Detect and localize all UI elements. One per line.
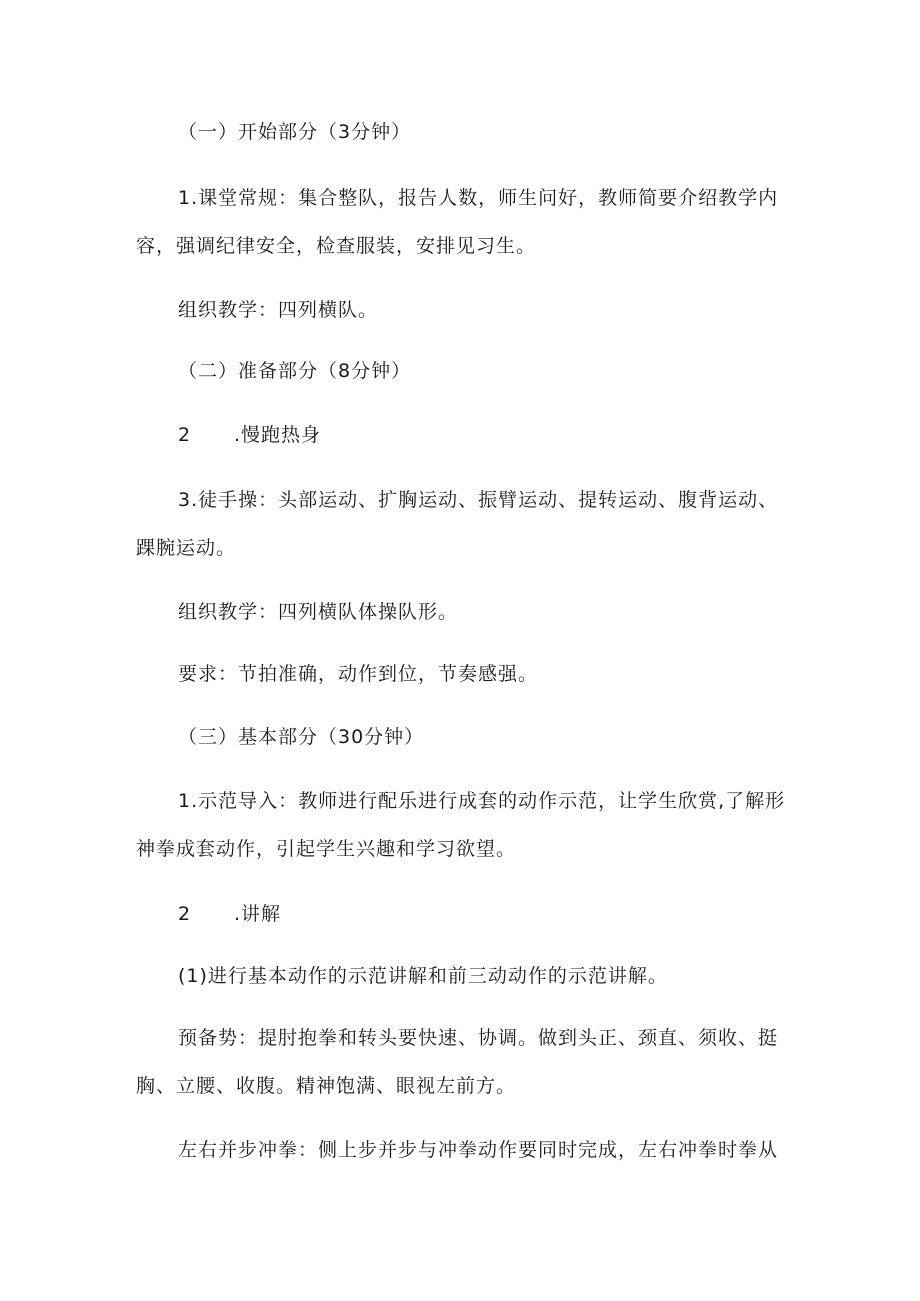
paragraph-basic-moves: (1)进行基本动作的示范讲解和前三动动作的示范讲解。 (178, 965, 668, 987)
paragraph-organization-1: 组织教学：四列横队。 (178, 299, 379, 321)
paragraph-jogging: 2 .慢跑热身 (136, 411, 786, 459)
section-heading-start: （一）开始部分（3分钟） (178, 121, 412, 143)
list-number: 2 (178, 903, 192, 925)
section-heading-preparation: （二）准备部分（8分钟） (178, 360, 412, 382)
paragraph-explanation: 2 .讲解 (136, 890, 786, 938)
paragraph-requirements: 要求：节拍准确，动作到位，节奏感强。 (178, 663, 539, 685)
paragraph-organization-2: 组织教学：四列横队体操队形。 (178, 601, 459, 623)
paragraph-ready-stance: 预备势：提肘抱拳和转头要快速、协调。做到头正、颈直、须收、挺胸、立腰、收腹。精神饱满、眼视左前方。 (136, 1027, 779, 1097)
paragraph-class-routine: 1.课堂常规：集合整队，报告人数，师生问好，教师简要介绍教学内容，强调纪律安全，检查服装，安排见习生。 (136, 187, 779, 257)
paragraph-side-step-punch: 左右并步冲拳：侧上步并步与冲拳动作要同时完成，左右冲拳时拳从 (178, 1139, 779, 1161)
paragraph-demonstration: 1.示范导入：教师进行配乐进行成套的动作示范，让学生欣赏,了解形神拳成套动作，引起学生兴趣和学习欲望。 (136, 790, 786, 860)
section-heading-basic: （三）基本部分（30分钟） (178, 726, 425, 748)
paragraph-freehand-exercise: 3.徒手操：头部运动、扩胸运动、振臂运动、提转运动、腹背运动、踝腕运动。 (136, 489, 779, 559)
list-number: 2 (178, 424, 192, 446)
